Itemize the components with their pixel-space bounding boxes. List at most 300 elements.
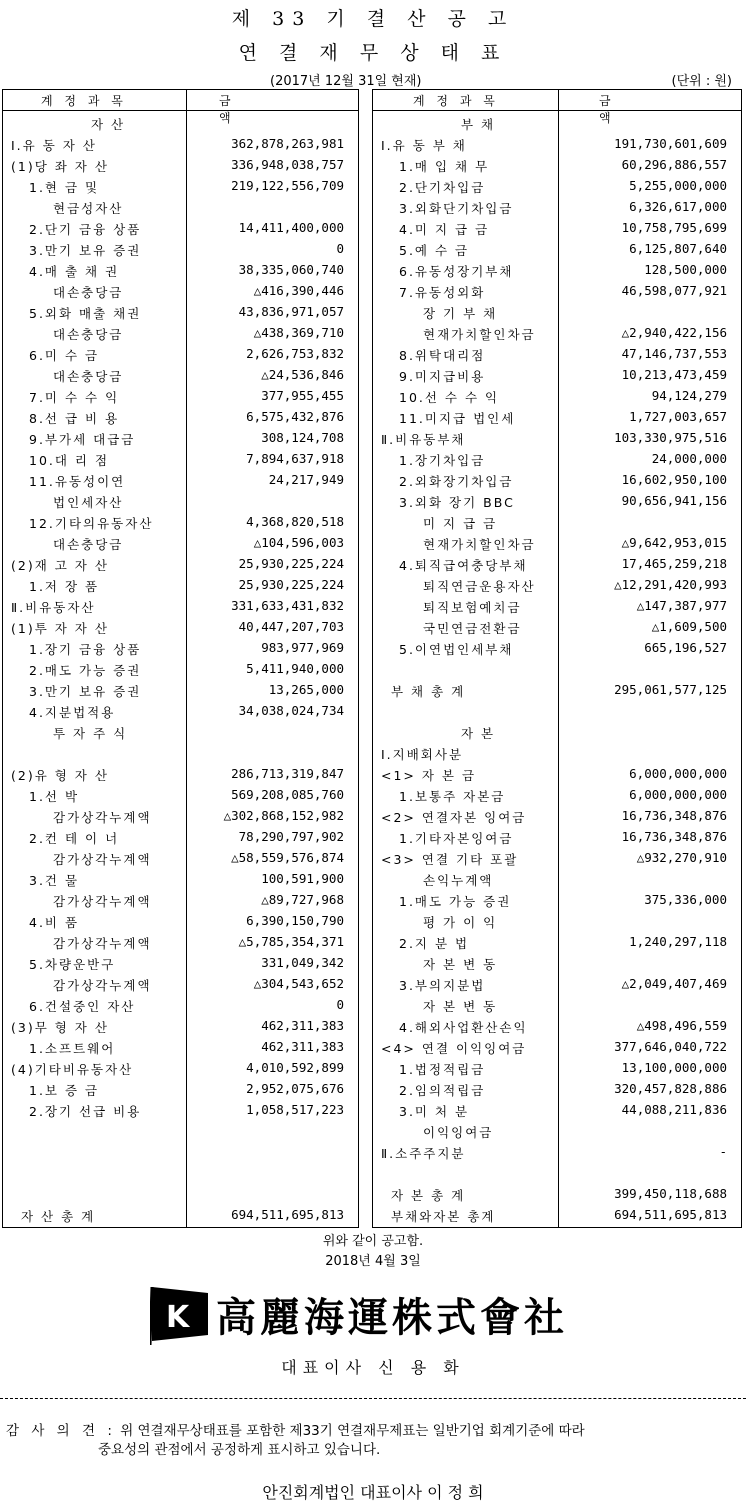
account-amount: 38,335,060,740 [238, 262, 344, 277]
account-name: 자 본 변 동 [423, 957, 498, 972]
account-name: 6.유동성장기부채 [399, 264, 514, 279]
account-amount: 16,736,348,876 [621, 808, 727, 823]
table-row [3, 324, 358, 345]
table-row [3, 1101, 358, 1122]
account-amount: 14,411,400,000 [238, 220, 344, 235]
account-amount: 665,196,527 [644, 640, 727, 655]
svg-text:高麗海運株式會社: 高麗海運株式會社 [216, 1294, 568, 1341]
account-name: 1.기타자본잉여금 [399, 831, 514, 846]
table-row [3, 765, 358, 786]
table-row [3, 261, 358, 282]
table-row [373, 408, 741, 429]
account-name: 1.법정적립금 [399, 1062, 486, 1077]
table-row [373, 1143, 741, 1164]
table-row [373, 324, 741, 345]
account-name: 법인세자산 [53, 495, 124, 510]
flag-emblem-icon [150, 1287, 208, 1345]
account-name: 2.컨 테 이 너 [29, 831, 120, 846]
account-amount: 47,146,737,553 [621, 346, 727, 361]
table-row [3, 1080, 358, 1101]
account-name: (4)기타비유동자산 [11, 1062, 134, 1077]
table-row [373, 1122, 741, 1143]
account-header: 계 정 과 목 [41, 94, 127, 108]
account-name: 4.매 출 채 권 [29, 264, 120, 279]
table-row [373, 744, 741, 765]
account-name: 4.지분법적용 [29, 705, 116, 720]
account-name: (3)무 형 자 산 [11, 1020, 109, 1035]
account-name: Ⅰ.유 동 부 채 [381, 138, 467, 153]
account-name: 퇴직연금운용자산 [423, 579, 536, 594]
account-amount: 4,010,592,899 [246, 1060, 344, 1075]
table-row [3, 492, 358, 513]
table-row [373, 114, 741, 135]
table-row [3, 198, 358, 219]
account-name: (2)유 형 자 산 [11, 768, 109, 783]
table-row [3, 702, 358, 723]
table-row [373, 597, 741, 618]
table-row [373, 387, 741, 408]
account-name: (1)투 자 자 산 [11, 621, 109, 636]
table-row [3, 744, 358, 765]
account-amount: △58,559,576,874 [231, 850, 344, 865]
account-name: 8.선 급 비 용 [29, 411, 120, 426]
account-name: <1> 자 본 금 [381, 768, 477, 783]
table-row [373, 1206, 741, 1227]
account-name: 1.장기 금융 상품 [29, 642, 142, 657]
account-amount: 1,058,517,223 [246, 1102, 344, 1117]
table-row [3, 1164, 358, 1185]
account-name: 현재가치할인차금 [423, 537, 536, 552]
account-name: 3.외화단기차입금 [399, 201, 514, 216]
account-amount: 0 [336, 241, 344, 256]
table-row [3, 954, 358, 975]
table-row [373, 891, 741, 912]
account-amount: 694,511,695,813 [614, 1207, 727, 1222]
account-name: 5.차량운반구 [29, 957, 116, 972]
account-name: Ⅱ.소주주지분 [381, 1146, 466, 1161]
table-row [373, 1038, 741, 1059]
account-amount: △9,642,953,015 [621, 535, 727, 550]
account-name: (2)재 고 자 산 [11, 558, 109, 573]
table-row [3, 723, 358, 744]
liabilities-equity-table [372, 89, 742, 1228]
table-row [3, 471, 358, 492]
table-row [3, 849, 358, 870]
account-name: 손익누계액 [423, 873, 494, 888]
account-name: <3> 연결 기타 포괄 [381, 852, 519, 867]
account-amount: △302,868,152,982 [223, 808, 344, 823]
account-name: 7.유동성외화 [399, 285, 486, 300]
account-amount: 90,656,941,156 [621, 493, 727, 508]
table-row [3, 933, 358, 954]
account-name: 대손충당금 [53, 537, 124, 552]
account-amount: △5,785,354,371 [238, 934, 344, 949]
account-name: 2.매도 가능 증권 [29, 663, 142, 678]
table-row [3, 177, 358, 198]
account-amount: 100,591,900 [261, 871, 344, 886]
account-name: 1.보 증 금 [29, 1083, 100, 1098]
account-name: 1.현 금 및 [29, 180, 100, 195]
table-row [3, 912, 358, 933]
account-name: 감가상각누계액 [53, 894, 152, 909]
table-row [373, 282, 741, 303]
account-name: 자 본 변 동 [423, 999, 498, 1014]
table-row [373, 240, 741, 261]
account-amount: 336,948,038,757 [231, 157, 344, 172]
account-name: <2> 연결자본 잉여금 [381, 810, 527, 825]
account-name: 4.해외사업환산손익 [399, 1020, 528, 1035]
table-row [3, 513, 358, 534]
account-amount: 46,598,077,921 [621, 283, 727, 298]
table-row [3, 555, 358, 576]
account-name: 1.매 입 채 무 [399, 159, 490, 174]
account-amount: 7,894,637,918 [246, 451, 344, 466]
account-name: 1.선 박 [29, 789, 80, 804]
table-row [373, 807, 741, 828]
account-amount: 1,727,003,657 [629, 409, 727, 424]
account-name: 1.장기차입금 [399, 453, 486, 468]
account-name: 7.미 수 수 익 [29, 390, 120, 405]
account-name: 1.보통주 자본금 [399, 789, 506, 804]
report-date: (2017년 12월 31일 현재) [270, 74, 422, 89]
account-amount: 43,836,971,057 [238, 304, 344, 319]
account-amount: △498,496,559 [636, 1018, 727, 1033]
table-row [373, 723, 741, 744]
account-name: 2.단기 금융 상품 [29, 222, 142, 237]
svg-text:K: K [166, 1300, 190, 1335]
table-row [3, 786, 358, 807]
account-name: 5.예 수 금 [399, 243, 470, 258]
account-name: 자 본 [461, 726, 496, 741]
account-name: 12.기타의유동자산 [29, 516, 154, 531]
table-row [3, 891, 358, 912]
representative-name: 대표이사 신 용 화 [281, 1358, 465, 1377]
auditor-label: 감 사 의 견 : [6, 1423, 116, 1439]
table-row [3, 219, 358, 240]
account-name: 5.이연법인세부채 [399, 642, 514, 657]
assets-table [2, 89, 359, 1228]
account-amount: 40,447,207,703 [238, 619, 344, 634]
table-row [3, 975, 358, 996]
account-amount: 25,930,225,224 [238, 577, 344, 592]
account-name: 1.소프트웨어 [29, 1041, 116, 1056]
account-name: 1.저 장 품 [29, 579, 100, 594]
account-name: 투 자 주 식 [53, 726, 128, 741]
table-row [373, 1080, 741, 1101]
table-row [3, 114, 358, 135]
table-row [373, 933, 741, 954]
account-amount: 10,213,473,459 [621, 367, 727, 382]
table-row [3, 660, 358, 681]
account-amount: △147,387,977 [636, 598, 727, 613]
account-amount: 6,125,807,640 [629, 241, 727, 256]
account-name: 9.부가세 대급금 [29, 432, 136, 447]
account-amount: - [719, 1144, 727, 1159]
account-amount: 6,390,150,790 [246, 913, 344, 928]
account-name: 퇴직보험예치금 [423, 600, 522, 615]
account-amount: △438,369,710 [253, 325, 344, 340]
account-amount: 191,730,601,609 [614, 136, 727, 151]
table-row [373, 450, 741, 471]
table-row [373, 870, 741, 891]
table-row [3, 282, 358, 303]
account-name: Ⅱ.비유동자산 [11, 600, 96, 615]
table-row [3, 345, 358, 366]
table-row [3, 1185, 358, 1206]
table-row [373, 1185, 741, 1206]
account-amount: 331,633,431,832 [231, 598, 344, 613]
account-name: (1)당 좌 자 산 [11, 159, 109, 174]
account-amount: 6,326,617,000 [629, 199, 727, 214]
account-name: 자 산 총 계 [21, 1209, 96, 1224]
account-amount: 44,088,211,836 [621, 1102, 727, 1117]
table-row [3, 408, 358, 429]
account-name: 감가상각누계액 [53, 810, 152, 825]
table-row [373, 702, 741, 723]
account-name: 평 가 이 익 [423, 915, 498, 930]
table-row [3, 996, 358, 1017]
divider [0, 1398, 746, 1399]
announcement-date: 2018년 4월 3일 [325, 1254, 421, 1269]
account-name: 1.매도 가능 증권 [399, 894, 512, 909]
account-name: Ⅱ.비유동부채 [381, 432, 466, 447]
account-name: 10.대 리 점 [29, 453, 110, 468]
table-row [3, 1143, 358, 1164]
account-amount: 362,878,263,981 [231, 136, 344, 151]
account-name: 3.만기 보유 증권 [29, 243, 142, 258]
account-amount: 17,465,259,218 [621, 556, 727, 571]
account-amount: 10,758,795,699 [621, 220, 727, 235]
table-row [3, 240, 358, 261]
account-name: 2.외화장기차입금 [399, 474, 514, 489]
table-row [3, 1206, 358, 1227]
table-row [3, 870, 358, 891]
account-amount: 24,000,000 [651, 451, 727, 466]
table-row [373, 828, 741, 849]
account-amount: 13,265,000 [268, 682, 344, 697]
account-amount: 295,061,577,125 [614, 682, 727, 697]
account-amount: 128,500,000 [644, 262, 727, 277]
table-row [373, 912, 741, 933]
account-amount: 375,336,000 [644, 892, 727, 907]
table-row [3, 135, 358, 156]
account-amount: 462,311,383 [261, 1018, 344, 1033]
account-amount: 331,049,342 [261, 955, 344, 970]
account-name: 3.미 처 분 [399, 1104, 470, 1119]
table-row [373, 1017, 741, 1038]
table-row [3, 828, 358, 849]
table-row [373, 996, 741, 1017]
account-name: 감가상각누계액 [53, 852, 152, 867]
table-row [3, 450, 358, 471]
account-name: 2.임의적립금 [399, 1083, 486, 1098]
table-row [373, 660, 741, 681]
table-row [373, 954, 741, 975]
account-amount: 5,255,000,000 [629, 178, 727, 193]
account-amount: 24,217,949 [268, 472, 344, 487]
auditor-text-line2: 중요성의 관점에서 공정하게 표시하고 있습니다. [98, 1442, 381, 1458]
table-row [373, 576, 741, 597]
account-name: 부 채 총 계 [391, 684, 466, 699]
table-row [3, 1017, 358, 1038]
account-name: 현재가치할인차금 [423, 327, 536, 342]
account-amount: △416,390,446 [253, 283, 344, 298]
account-name: 6.미 수 금 [29, 348, 100, 363]
table-row [373, 681, 741, 702]
account-name: 8.위탁대리점 [399, 348, 486, 363]
account-amount: 983,977,969 [261, 640, 344, 655]
account-amount: 2,952,075,676 [246, 1081, 344, 1096]
account-name: 대손충당금 [53, 369, 124, 384]
account-amount: 2,626,753,832 [246, 346, 344, 361]
table-row [373, 1101, 741, 1122]
table-row [3, 681, 358, 702]
account-name: Ⅰ.지배회사분 [381, 747, 464, 762]
table-row [373, 303, 741, 324]
account-name: Ⅰ.유 동 자 산 [11, 138, 97, 153]
table-row [3, 807, 358, 828]
account-name: 2.지 분 법 [399, 936, 470, 951]
account-amount: 399,450,118,688 [614, 1186, 727, 1201]
account-name: 대손충당금 [53, 285, 124, 300]
account-amount: 78,290,797,902 [238, 829, 344, 844]
account-name: 자 본 총 계 [391, 1188, 466, 1203]
account-amount: 377,955,455 [261, 388, 344, 403]
account-name: 9.미지급비용 [399, 369, 486, 384]
account-amount: 6,000,000,000 [629, 787, 727, 802]
account-amount: 219,122,556,709 [231, 178, 344, 193]
account-name: 3.건 물 [29, 873, 80, 888]
table-row [373, 345, 741, 366]
account-name: 감가상각누계액 [53, 978, 152, 993]
account-name: 3.부의지분법 [399, 978, 486, 993]
table-row [373, 219, 741, 240]
table-row [3, 303, 358, 324]
table-row [373, 639, 741, 660]
account-name: 부 채 [461, 117, 496, 132]
unit-label: (단위 : 원) [671, 74, 732, 89]
account-name: <4> 연결 이익잉여금 [381, 1041, 527, 1056]
account-amount: △304,543,652 [253, 976, 344, 991]
account-name: 11.유동성이연 [29, 474, 126, 489]
account-header: 계 정 과 목 [413, 94, 499, 108]
account-name: 2.장기 선급 비용 [29, 1104, 142, 1119]
table-row [373, 534, 741, 555]
table-row [3, 366, 358, 387]
account-amount: 286,713,319,847 [231, 766, 344, 781]
account-amount: 5,411,940,000 [246, 661, 344, 676]
account-amount: 34,038,024,734 [238, 703, 344, 718]
announcement-text: 위와 같이 공고함. [322, 1234, 424, 1249]
account-name: 국민연금전환금 [423, 621, 522, 636]
account-amount: △12,291,420,993 [614, 577, 727, 592]
table-row [373, 471, 741, 492]
account-name: 장 기 부 채 [423, 306, 498, 321]
page-subtitle: 연 결 재 무 상 태 표 [238, 42, 508, 64]
amount-header: 금 액 [599, 94, 671, 125]
account-amount: 308,124,708 [261, 430, 344, 445]
account-name: 10.선 수 수 익 [399, 390, 500, 405]
account-name: 4.미 지 급 금 [399, 222, 490, 237]
account-name: 2.단기차입금 [399, 180, 486, 195]
account-name: 대손충당금 [53, 327, 124, 342]
account-amount: 16,602,950,100 [621, 472, 727, 487]
table-row [3, 1038, 358, 1059]
account-amount: 94,124,279 [651, 388, 727, 403]
account-amount: 25,930,225,224 [238, 556, 344, 571]
table-row [373, 492, 741, 513]
table-row [373, 786, 741, 807]
account-amount: △89,727,968 [261, 892, 344, 907]
account-name: 현금성자산 [53, 201, 124, 216]
table-row [373, 177, 741, 198]
table-row [3, 618, 358, 639]
account-name: 부채와자본 총계 [391, 1209, 496, 1224]
account-name: 5.외화 매출 채권 [29, 306, 142, 321]
table-row [373, 198, 741, 219]
table-row [3, 534, 358, 555]
table-row [373, 135, 741, 156]
table-row [373, 1164, 741, 1185]
amount-header: 금 액 [219, 94, 291, 125]
account-amount: 694,511,695,813 [231, 1207, 344, 1222]
account-name: 미 지 급 금 [423, 516, 498, 531]
table-row [373, 366, 741, 387]
table-row [373, 513, 741, 534]
table-row [373, 429, 741, 450]
account-amount: 13,100,000,000 [621, 1060, 727, 1075]
table-row [3, 387, 358, 408]
account-amount: △2,940,422,156 [621, 325, 727, 340]
auditor-signature: 안진회계법인 대표이사 이 정 희 [262, 1483, 484, 1502]
table-row [3, 429, 358, 450]
account-name: 감가상각누계액 [53, 936, 152, 951]
table-row [3, 597, 358, 618]
account-amount: 569,208,085,760 [231, 787, 344, 802]
account-amount: 1,240,297,118 [629, 934, 727, 949]
table-row [373, 555, 741, 576]
account-name: 자 산 [91, 117, 126, 132]
table-row [3, 639, 358, 660]
auditor-text-line1: 위 연결재무상태표를 포함한 제33기 연결재무제표는 일반기업 회계기준에 따라 [120, 1423, 585, 1439]
account-amount: 0 [336, 997, 344, 1012]
table-row [373, 975, 741, 996]
account-amount: 6,000,000,000 [629, 766, 727, 781]
table-row [373, 618, 741, 639]
account-name: 3.외화 장기 BBC [399, 495, 515, 510]
account-name: 4.비 품 [29, 915, 80, 930]
account-amount: 60,296,886,557 [621, 157, 727, 172]
table-row [373, 261, 741, 282]
table-row [373, 849, 741, 870]
account-amount: 377,646,040,722 [614, 1039, 727, 1054]
account-name: 이익잉여금 [423, 1125, 494, 1140]
table-row [3, 1059, 358, 1080]
account-amount: 6,575,432,876 [246, 409, 344, 424]
account-name: 6.건설중인 자산 [29, 999, 136, 1014]
account-amount: △24,536,846 [261, 367, 344, 382]
auditor-opinion [6, 1422, 585, 1460]
table-row [3, 1122, 358, 1143]
company-logo [150, 1285, 610, 1345]
table-row [373, 1059, 741, 1080]
account-amount: 320,457,828,886 [614, 1081, 727, 1096]
account-name: 3.만기 보유 증권 [29, 684, 142, 699]
account-amount: 4,368,820,518 [246, 514, 344, 529]
account-amount: △1,609,500 [651, 619, 727, 634]
account-amount: 16,736,348,876 [621, 829, 727, 844]
table-row [373, 765, 741, 786]
